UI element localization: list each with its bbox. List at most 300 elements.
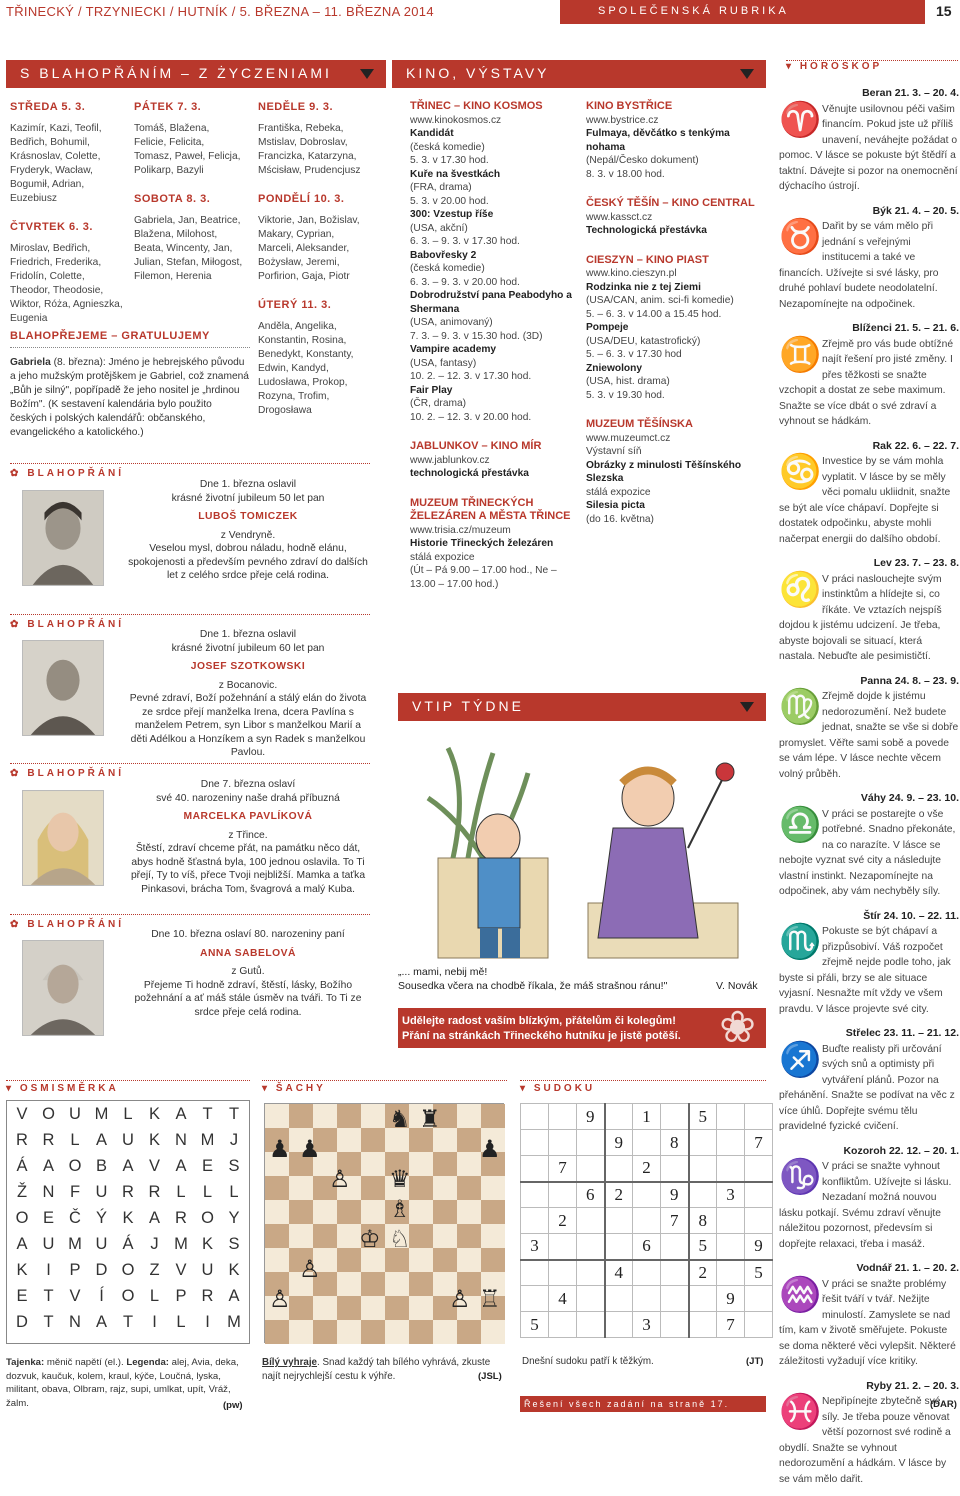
chess-square bbox=[457, 1152, 481, 1176]
chevron-down-icon: ▾ bbox=[786, 61, 800, 72]
day-heading: ÚTERÝ 11. 3. bbox=[258, 299, 332, 311]
chess-square bbox=[409, 1176, 433, 1200]
sudoku-cell bbox=[605, 1312, 633, 1338]
sudoku-cell: 2 bbox=[605, 1182, 633, 1208]
page-header bbox=[0, 0, 960, 26]
name-days-col-3 bbox=[258, 100, 370, 418]
wordsearch-letter: Á bbox=[16, 1157, 28, 1175]
program-title: Rodzinka nie z tej Ziemi bbox=[586, 281, 701, 293]
venue-name: MUZEUM TŘINECKÝCH ŽELEZÁREN A MĚSTA TŘINCE bbox=[410, 496, 571, 522]
chess-square bbox=[385, 1296, 409, 1320]
venue-block bbox=[410, 100, 575, 424]
chess-piece: ♙ bbox=[269, 1286, 291, 1313]
sudoku-cell bbox=[549, 1260, 577, 1286]
vtip-title: VTIP TÝDNE bbox=[412, 698, 524, 714]
sudoku-cell bbox=[577, 1260, 605, 1286]
wordsearch-letter: U bbox=[201, 1261, 214, 1279]
chess-square bbox=[289, 1296, 313, 1320]
wordsearch-letter: O bbox=[15, 1209, 29, 1227]
chess-square bbox=[361, 1320, 385, 1344]
sudoku-cell bbox=[633, 1182, 661, 1208]
wordsearch-letter: R bbox=[201, 1287, 214, 1305]
wordsearch-letter: B bbox=[95, 1157, 107, 1175]
zodiac-heading: Lev 23. 7. – 23. 8. bbox=[873, 557, 959, 569]
zodiac-heading: Ryby 21. 2. – 20. 3. bbox=[866, 1379, 959, 1392]
sudoku-cell bbox=[549, 1312, 577, 1338]
sachy-title: ŠACHY bbox=[275, 1083, 326, 1094]
chess-piece: ♟ bbox=[479, 1136, 501, 1163]
wordsearch-letter: O bbox=[121, 1261, 135, 1279]
program-title: Historie Třineckých železáren bbox=[410, 538, 554, 549]
zodiac-text: Nepřipínejte zbytečně své síly. Je třeba pouze věnovat větší pozornost své rodině a obydlí. Snažte se vyhnout nedorozumění a hádkám. V lásce by se vám mělo dařit. bbox=[779, 1396, 951, 1485]
vtip-title-bar bbox=[398, 693, 766, 721]
wordsearch-letter: L bbox=[202, 1183, 213, 1201]
wordsearch-grid bbox=[6, 1100, 250, 1344]
chess-square bbox=[481, 1104, 505, 1128]
sudoku-cell: 9 bbox=[661, 1182, 689, 1208]
chess-piece: ♛ bbox=[389, 1166, 411, 1193]
sudoku-cell bbox=[633, 1260, 661, 1286]
zodiac-text: Zřejmě dojde k jistému nedorozumění. Než budete jednat, snažte se vše si dobře promyslet. Věřte sami sobě a povede se vám lépe. V lásce nechte věcem volný průběh. bbox=[779, 691, 959, 780]
sudoku-cell bbox=[521, 1104, 549, 1130]
sudoku-cell: 9 bbox=[717, 1286, 745, 1312]
wordsearch-letter: A bbox=[175, 1157, 187, 1175]
wordsearch-letter: U bbox=[122, 1131, 134, 1149]
flower-icon: ✿ bbox=[10, 619, 22, 630]
sudoku-cell bbox=[717, 1260, 745, 1286]
chess-square bbox=[433, 1152, 457, 1176]
chess-square bbox=[337, 1272, 361, 1296]
osmismerka-header bbox=[6, 1080, 250, 1094]
zodiac-entry bbox=[779, 556, 959, 665]
venue-url: www.trisia.cz/muzeum bbox=[410, 524, 511, 536]
sudoku-cell bbox=[549, 1130, 577, 1156]
zodiac-heading: Rak 22. 6. – 22. 7. bbox=[872, 439, 959, 452]
sudoku-cell bbox=[661, 1156, 689, 1182]
program-details: (ČR, drama) 10. 2. – 12. 3. v 20.00 hod. bbox=[410, 398, 532, 423]
sudoku-cell bbox=[577, 1130, 605, 1156]
sudoku-cell: 5 bbox=[689, 1234, 717, 1260]
wordsearch-letter: A bbox=[175, 1105, 187, 1123]
wish-body: z Gutů. Přejeme Ti hodně zdraví, štěstí, lásky, Božího požehnání a ať máš stále úsměv na tváři. To Ti ze srdce přeje celá rodina. bbox=[134, 966, 362, 1018]
capricorn-icon: ♑ bbox=[779, 1158, 822, 1196]
wordsearch-letter: L bbox=[176, 1183, 186, 1201]
chess-piece: ♜ bbox=[419, 1106, 441, 1133]
osmismerka-signature: (pw) bbox=[223, 1400, 243, 1411]
sudoku-cell bbox=[717, 1156, 745, 1182]
sudoku-cell: 4 bbox=[605, 1260, 633, 1286]
wordsearch-letter: A bbox=[95, 1131, 107, 1149]
chess-square bbox=[433, 1224, 457, 1248]
chess-piece: ♟ bbox=[299, 1136, 321, 1163]
sudoku-cell bbox=[745, 1182, 773, 1208]
sudoku-cell: 5 bbox=[745, 1260, 773, 1286]
wish-body: z Třince. Štěstí, zdraví chceme přát, na památku něco dát, abys hodně šťastná byla, 100 jednou oslavila. To Ti přejí, Ty to víš, přece Tvoji nejbližší. Mamka a taťka Pinkasovi, brácha Tom, švagrová a malý Kuba. bbox=[130, 829, 366, 895]
chevron-down-icon: ▾ bbox=[262, 1083, 276, 1094]
sudoku-cell: 9 bbox=[745, 1234, 773, 1260]
zodiac-heading: Váhy 24. 9. – 23. 10. bbox=[860, 792, 959, 804]
osmismerka-legend bbox=[6, 1356, 250, 1410]
zodiac-heading: Býk 21. 4. – 20. 5. bbox=[872, 204, 959, 217]
wordsearch-letter: V bbox=[175, 1261, 187, 1279]
zodiac-entry bbox=[779, 1026, 959, 1135]
program-title: Dobrodružství pana Peabodyho a Shermana bbox=[410, 290, 572, 315]
legend-label: Legenda: bbox=[126, 1357, 169, 1368]
chess-square bbox=[265, 1248, 289, 1272]
promo-line: Přání na stránkách Třineckého hutníku je jistě potěší. bbox=[402, 1030, 681, 1042]
program-title: Kuře na švestkách bbox=[410, 168, 501, 180]
venue-name: JABLUNKOV – KINO MÍR bbox=[410, 440, 542, 452]
scorpio-icon: ♏ bbox=[779, 923, 822, 961]
blahoprani-title-bar bbox=[6, 60, 386, 88]
program-title: 300: Vzestup říše bbox=[410, 209, 494, 220]
wish-name: JOSEF SZOTKOWSKI bbox=[190, 661, 306, 672]
wordsearch-letter: O bbox=[42, 1105, 55, 1123]
sudoku-cell: 2 bbox=[549, 1208, 577, 1234]
program-details: (do 16. května) bbox=[586, 513, 654, 525]
chess-square bbox=[313, 1320, 337, 1344]
sudoku-cell: 6 bbox=[633, 1234, 661, 1260]
zodiac-text: Buďte realisty při určování svých snů a optimisty při vytváření plánů. Pozor na přehánění. Snažte se podívat na věc z více úhlů. Dopřejte svému tělu pravidelné fyzické cvičení. bbox=[779, 1043, 955, 1132]
wordsearch-letter: I bbox=[152, 1313, 157, 1331]
sudoku-cell bbox=[745, 1156, 773, 1182]
zodiac-text: V práci se snažte problémy řešit tváří v tvář. Nežijte minulostí. Zamyslete se nad tím, kam v životě směřujete. Pokuste se doma některé věci vylepšit. Některé záležitosti vyžadují více kritiky. bbox=[779, 1278, 956, 1367]
program-title: Fulmaya, děvčátko s tenkýma nohama bbox=[586, 128, 730, 153]
program-details: (USA/DEU, katastrofický) 5. – 6. 3. v 17.30 hod bbox=[586, 335, 701, 360]
program-details: stálá expozice (Út – Pá 9.00 – 17.00 hod., Ne – 13.00 – 17.00 hod.) bbox=[410, 551, 557, 590]
aquarius-icon: ♒ bbox=[779, 1275, 822, 1314]
horoskop-signature: (DAR) bbox=[930, 1399, 957, 1410]
chess-square bbox=[265, 1224, 289, 1248]
promo-line: Udělejte radost vaším blízkým, přátelům či kolegům! bbox=[402, 1015, 676, 1027]
wordsearch-letter: K bbox=[201, 1235, 213, 1253]
wish-line: Dne 7. března oslaví bbox=[200, 779, 296, 790]
chess-square bbox=[457, 1128, 481, 1152]
chess-square bbox=[481, 1224, 505, 1248]
wordsearch-letter: J bbox=[150, 1235, 159, 1253]
wish-name: LUBOŠ TOMICZEK bbox=[198, 511, 298, 522]
chevron-down-icon: ▾ bbox=[6, 1083, 20, 1094]
wordsearch-letter: A bbox=[42, 1157, 54, 1175]
sudoku-cell: 6 bbox=[577, 1182, 605, 1208]
program-details: (Nepál/Česko dokument) 8. 3. v 18.00 hod. bbox=[586, 155, 699, 180]
day-names: Miroslav, Bedřich, Friedrich, Frederika, Fridolín, Colette, Theodor, Theodosie, Wiktor, Róża, Agnieszka, Eugenia bbox=[10, 243, 123, 324]
venue-block bbox=[410, 497, 575, 592]
sudoku-cell bbox=[717, 1104, 745, 1130]
chess-square bbox=[433, 1200, 457, 1224]
program-title: technologická přestávka bbox=[410, 468, 529, 479]
name-days-col-2 bbox=[134, 100, 244, 284]
venue-url: www.jablunkov.cz bbox=[410, 454, 490, 466]
sudoku-cell: 8 bbox=[689, 1208, 717, 1234]
wordsearch-letter: P bbox=[69, 1261, 81, 1279]
chess-square bbox=[361, 1200, 385, 1224]
gratulujeme-text bbox=[10, 356, 250, 440]
zodiac-entry bbox=[779, 439, 959, 548]
libra-icon: ♎ bbox=[779, 805, 822, 844]
venue-block bbox=[410, 440, 575, 481]
program-title: Technologická přestávka bbox=[586, 225, 707, 236]
wish-line: Dne 1. března oslavil bbox=[199, 479, 297, 490]
venue-name: ČESKÝ TĚŠÍN – KINO CENTRAL bbox=[586, 197, 755, 209]
program-details: (česká komedie) 6. 3. – 9. 3. v 20.00 hod. bbox=[410, 263, 520, 288]
wordsearch-letter: L bbox=[70, 1131, 80, 1149]
wordsearch-letter: E bbox=[42, 1209, 54, 1227]
zodiac-entry bbox=[779, 204, 959, 313]
sudoku-cell bbox=[745, 1286, 773, 1312]
portrait-photo bbox=[22, 490, 104, 586]
sudoku-cell bbox=[633, 1286, 661, 1312]
venue-url: www.kinokosmos.cz bbox=[410, 114, 502, 126]
wordsearch-letter: O bbox=[68, 1157, 82, 1175]
chess-square bbox=[481, 1320, 505, 1344]
sudoku-cell: 3 bbox=[717, 1182, 745, 1208]
zodiac-entry bbox=[779, 1379, 959, 1488]
chess-square bbox=[265, 1176, 289, 1200]
zodiac-text: V práci se postarejte o vše potřebné. Snadno překonáte, na co narazíte. V lásce se nebojte vyznat své city a následujte vlastní instinkt. Nezapomínejte na odpočinek, aby vám nechyběly síly. bbox=[779, 808, 956, 897]
flower-icon: ✿ bbox=[10, 768, 22, 779]
zodiac-text: Dařit by se vám mělo při jednání s veřejnými institucemi a také ve financích. Užívejte si své lásky, pro druhé pohlaví budete neodolatelní. Nezapomínejte na odpočinek. bbox=[779, 221, 939, 310]
chess-square bbox=[361, 1104, 385, 1128]
wish-text bbox=[128, 628, 368, 760]
chess-piece: ♘ bbox=[389, 1226, 411, 1253]
sudoku-cell bbox=[661, 1260, 689, 1286]
cancer-icon: ♋ bbox=[779, 453, 822, 491]
wordsearch-letter: T bbox=[228, 1105, 240, 1123]
zodiac-entry bbox=[779, 321, 959, 430]
zodiac-text: V práci se snažte vyhnout konfliktům. Užívejte si lásku. Nezadaní možná nouvou lásku potkají. Svému zdraví věnujte náležitou pozornost, předevsím si dopřejte relaxaci, třeba i masáž. bbox=[779, 1161, 952, 1250]
chess-square bbox=[265, 1104, 289, 1128]
sudoku-cell: 5 bbox=[521, 1312, 549, 1338]
aries-icon: ♈ bbox=[779, 100, 822, 139]
wordsearch-letter: N bbox=[42, 1183, 55, 1201]
zodiac-entry bbox=[779, 1261, 959, 1370]
wish-header bbox=[10, 463, 370, 479]
chess-piece: ♗ bbox=[389, 1196, 411, 1223]
chess-square bbox=[433, 1248, 457, 1272]
wordsearch-letter: K bbox=[228, 1261, 240, 1279]
wordsearch-letter: R bbox=[122, 1183, 134, 1201]
gratulujeme-box bbox=[10, 330, 250, 440]
chess-square bbox=[457, 1248, 481, 1272]
sudoku-cell: 5 bbox=[689, 1104, 717, 1130]
program-title: Obrázky z minulosti Těšínského Slezska bbox=[586, 459, 742, 484]
wordsearch-letter: N bbox=[69, 1313, 81, 1331]
wordsearch-letter: R bbox=[148, 1183, 161, 1201]
legend-text: alej, Avia, deka, dozvuk, kaučuk, kolem, kraul, kýče, Loučná, lyska, militant, obava, Olbram, rajz, supi, umlkat, upít, Vráž, žalm. bbox=[6, 1357, 239, 1409]
zodiac-heading: Vodnář 21. 1. – 20. 2. bbox=[856, 1262, 959, 1274]
chess-square bbox=[433, 1176, 457, 1200]
kino-title: KINO, VÝSTAVY bbox=[406, 65, 550, 81]
wordsearch-letter: N bbox=[175, 1131, 187, 1149]
wordsearch-letter: R bbox=[42, 1131, 55, 1149]
day-names: Františka, Rebeka, Mstislav, Dobroslav, Francizka, Katarzyna, Mścisław, Prudencjusz bbox=[258, 123, 361, 176]
sudoku-cell bbox=[689, 1156, 717, 1182]
wordsearch-letter: L bbox=[176, 1313, 186, 1331]
sudoku-cell bbox=[661, 1286, 689, 1312]
chess-square bbox=[481, 1200, 505, 1224]
sudoku-cell bbox=[689, 1286, 717, 1312]
chess-piece: ♔ bbox=[359, 1226, 381, 1253]
sudoku-cell: 4 bbox=[549, 1286, 577, 1312]
kino-column-right bbox=[586, 100, 764, 542]
chess-square bbox=[265, 1320, 289, 1344]
wordsearch-letter: Á bbox=[122, 1235, 134, 1253]
program-details: (USA, hist. drama) 5. 3. v 19.30 hod. bbox=[586, 376, 670, 401]
wish-header-label: BLAHOPŘÁNÍ bbox=[27, 768, 125, 779]
wish-card bbox=[10, 763, 370, 779]
chess-square bbox=[385, 1320, 409, 1344]
chess-piece: ♙ bbox=[449, 1286, 471, 1313]
program-details: (FRA, drama) 5. 3. v 20.00 hod. bbox=[410, 182, 489, 207]
zodiac-heading: Blíženci 21. 5. – 21. 6. bbox=[852, 322, 959, 334]
day-heading: PONDĚLÍ 10. 3. bbox=[258, 193, 345, 205]
chess-square bbox=[433, 1320, 457, 1344]
chess-square bbox=[457, 1200, 481, 1224]
chess-square bbox=[289, 1104, 313, 1128]
sudoku-cell: 7 bbox=[745, 1130, 773, 1156]
cartoon-caption: „... mami, nebij mě! Sousedka včera na chodbě říkala, že máš strašnou ránu!" bbox=[398, 966, 668, 992]
program-title: Pompeje bbox=[586, 322, 629, 333]
chevron-down-icon bbox=[740, 69, 754, 79]
day-heading: ČTVRTEK 6. 3. bbox=[10, 221, 93, 233]
zodiac-text: Pokuste se být chápaví a přizpůsobiví. Váš rozpočet zřejmě nejde podle toho, jak byste si přáli, brzy se ale situace vyjasní. Nesnažte mít vždy ve všem pravdu. V lásce projevte své city. bbox=[779, 926, 951, 1015]
venue-name: TŘINEC – KINO KOSMOS bbox=[410, 100, 543, 112]
solution-reference: Řešení všech zadání na straně 17. bbox=[520, 1396, 766, 1412]
wordsearch-letter: A bbox=[95, 1313, 107, 1331]
sudoku-cell bbox=[577, 1286, 605, 1312]
venue-block bbox=[586, 100, 764, 181]
sudoku-cell bbox=[689, 1130, 717, 1156]
sudoku-cell bbox=[521, 1182, 549, 1208]
sudoku-title: SUDOKU bbox=[533, 1083, 596, 1094]
zodiac-text: V práci naslouchejte svým instinktům a hlídejte si, co říkáte. Ve vztazích nejspíš dojdou k jistému udcizení. Je třeba, abyste bojovali se situací, která nastala. Nebuďte ale pesimističtí. bbox=[779, 573, 942, 662]
sachy-task bbox=[262, 1356, 507, 1383]
zodiac-entry bbox=[779, 674, 959, 783]
sudoku-cell: 7 bbox=[661, 1208, 689, 1234]
sudoku-cell bbox=[521, 1156, 549, 1182]
wordsearch-letter: M bbox=[174, 1235, 188, 1253]
page-number: 15 bbox=[936, 3, 952, 19]
wish-header-label: BLAHOPŘÁNÍ bbox=[27, 619, 125, 630]
program-title: Babovřesky 2 bbox=[410, 249, 477, 261]
sudoku-cell bbox=[521, 1130, 549, 1156]
venue-name: MUZEUM TĚŠÍNSKA bbox=[586, 418, 693, 430]
chess-piece: ♞ bbox=[389, 1106, 411, 1133]
sudoku-cell bbox=[605, 1156, 633, 1182]
zodiac-heading: Kozoroh 22. 12. – 20. 1. bbox=[843, 1144, 959, 1157]
sudoku-note: Dnešní sudoku patří k těžkým. bbox=[522, 1356, 654, 1367]
program-details: (česká komedie) 5. 3. v 17.30 hod. bbox=[410, 141, 489, 166]
wordsearch-letter: T bbox=[43, 1313, 54, 1331]
sachy-signature: (JSL) bbox=[478, 1371, 502, 1382]
wordsearch-letter: K bbox=[122, 1209, 134, 1227]
chess-square bbox=[289, 1176, 313, 1200]
blahoprani-title: S BLAHOPŘÁNÍM – Z ŻYCZENIAMI bbox=[20, 65, 332, 81]
wordsearch-letter: U bbox=[69, 1105, 81, 1123]
zodiac-text: Věnujte usilovnou péči vašim financím. Pokud jste už příliš unavení, neváhejte požádat o pomoc. V lásce se pokuste být štědří a taktní. Dávejte si pozor na onemocnění dýchacího ústrojí. bbox=[779, 103, 958, 192]
sudoku-cell bbox=[549, 1182, 577, 1208]
gratulujeme-title: BLAHOPŘEJEME – GRATULUJEMY bbox=[10, 330, 210, 342]
chess-square bbox=[409, 1296, 433, 1320]
sudoku-cell bbox=[605, 1286, 633, 1312]
chess-square bbox=[337, 1320, 361, 1344]
sudoku-cell bbox=[577, 1156, 605, 1182]
sudoku-cell bbox=[689, 1182, 717, 1208]
chess-square bbox=[361, 1272, 385, 1296]
day-names: Gabriela, Jan, Beatrice, Blažena, Milohost, Beata, Wincenty, Jan, Julian, Stefan, Miłogost, Filemon, Herenia bbox=[134, 215, 243, 282]
wordsearch-letter: D bbox=[95, 1261, 108, 1279]
sudoku-cell bbox=[577, 1312, 605, 1338]
wish-body: z Vendryně. Veselou mysl, dobrou náladu, hodně elánu, spokojenosti a především pevného zdraví do dalších let z celého srdce přeje celá rodina. bbox=[128, 529, 368, 581]
wish-body: z Bocanovic. Pevné zdraví, Boží požehnání a stálý elán do života ze srdce přejí manželka Irena, dcera Pavlína s manželem Petrem, syn Libor s manželkou Marií a děti Adélkou a Honzíkem a syn Radek s manželkou Pavlou. bbox=[129, 679, 367, 758]
chess-square bbox=[361, 1152, 385, 1176]
gemini-icon: ♊ bbox=[779, 335, 822, 374]
wish-name: ANNA SABELOVÁ bbox=[200, 947, 296, 959]
wordsearch-letter: R bbox=[175, 1209, 187, 1227]
sudoku-cell bbox=[745, 1208, 773, 1234]
task-text: . Snad každý tah bílého vyhrává, zkuste najít nejrychlejší cestu k výhře. bbox=[262, 1357, 491, 1382]
sudoku-cell: 9 bbox=[577, 1104, 605, 1130]
zodiac-entry bbox=[779, 909, 959, 1018]
venue-url: www.kassct.cz bbox=[586, 211, 653, 223]
chess-piece: ♙ bbox=[299, 1256, 321, 1283]
day-heading: PÁTEK 7. 3. bbox=[134, 101, 202, 113]
chess-square bbox=[481, 1248, 505, 1272]
sudoku-cell: 3 bbox=[521, 1234, 549, 1260]
sagittarius-icon: ♐ bbox=[779, 1040, 822, 1079]
virgo-icon: ♍ bbox=[779, 688, 822, 726]
wordsearch-letter: O bbox=[121, 1287, 135, 1305]
zodiac-text: Zřejmě pro vás bude obtížné najít řešení pro jisté změny. I přes těžkosti se snažte vzchopit a dostat ze sebe maximum. Snažte se více dbát o své zdraví a vyhnout se hádkám. bbox=[779, 338, 954, 427]
chess-square bbox=[361, 1296, 385, 1320]
sudoku-cell bbox=[577, 1234, 605, 1260]
sudoku-cell bbox=[717, 1208, 745, 1234]
chess-square bbox=[289, 1320, 313, 1344]
person-silhouette-icon bbox=[23, 791, 103, 885]
sudoku-cell: 3 bbox=[633, 1312, 661, 1338]
taurus-icon: ♉ bbox=[779, 218, 822, 256]
program-details: stálá expozice bbox=[586, 486, 651, 498]
sudoku-cell bbox=[661, 1104, 689, 1130]
sudoku-cell bbox=[717, 1130, 745, 1156]
chevron-down-icon bbox=[360, 69, 374, 79]
chess-square bbox=[337, 1296, 361, 1320]
wish-header-label: BLAHOPŘÁNÍ bbox=[27, 468, 125, 479]
venue-url: www.bystrice.cz bbox=[586, 114, 659, 126]
wordsearch-letter: A bbox=[228, 1287, 240, 1305]
chess-square bbox=[313, 1104, 337, 1128]
wordsearch-letter: I bbox=[46, 1261, 51, 1279]
day-heading: SOBOTA 8. 3. bbox=[134, 193, 211, 205]
wordsearch-letter: L bbox=[123, 1105, 133, 1123]
sudoku-cell bbox=[661, 1312, 689, 1338]
sudoku-cell: 7 bbox=[549, 1156, 577, 1182]
zodiac-heading: Beran 21. 3. – 20. 4. bbox=[862, 87, 959, 99]
chess-square bbox=[385, 1272, 409, 1296]
venue-block bbox=[586, 197, 764, 238]
wish-text bbox=[128, 778, 368, 896]
chess-square bbox=[313, 1224, 337, 1248]
wordsearch-letter: Í bbox=[99, 1287, 104, 1305]
solution-label: Tajenka: bbox=[6, 1357, 45, 1368]
person-silhouette-icon bbox=[23, 941, 103, 1035]
venue-block bbox=[586, 254, 764, 403]
chess-square bbox=[337, 1248, 361, 1272]
program-details: (USA, fantasy) 10. 2. – 12. 3. v 17.30 hod. bbox=[410, 357, 532, 382]
chess-square bbox=[481, 1176, 505, 1200]
chess-square bbox=[409, 1224, 433, 1248]
